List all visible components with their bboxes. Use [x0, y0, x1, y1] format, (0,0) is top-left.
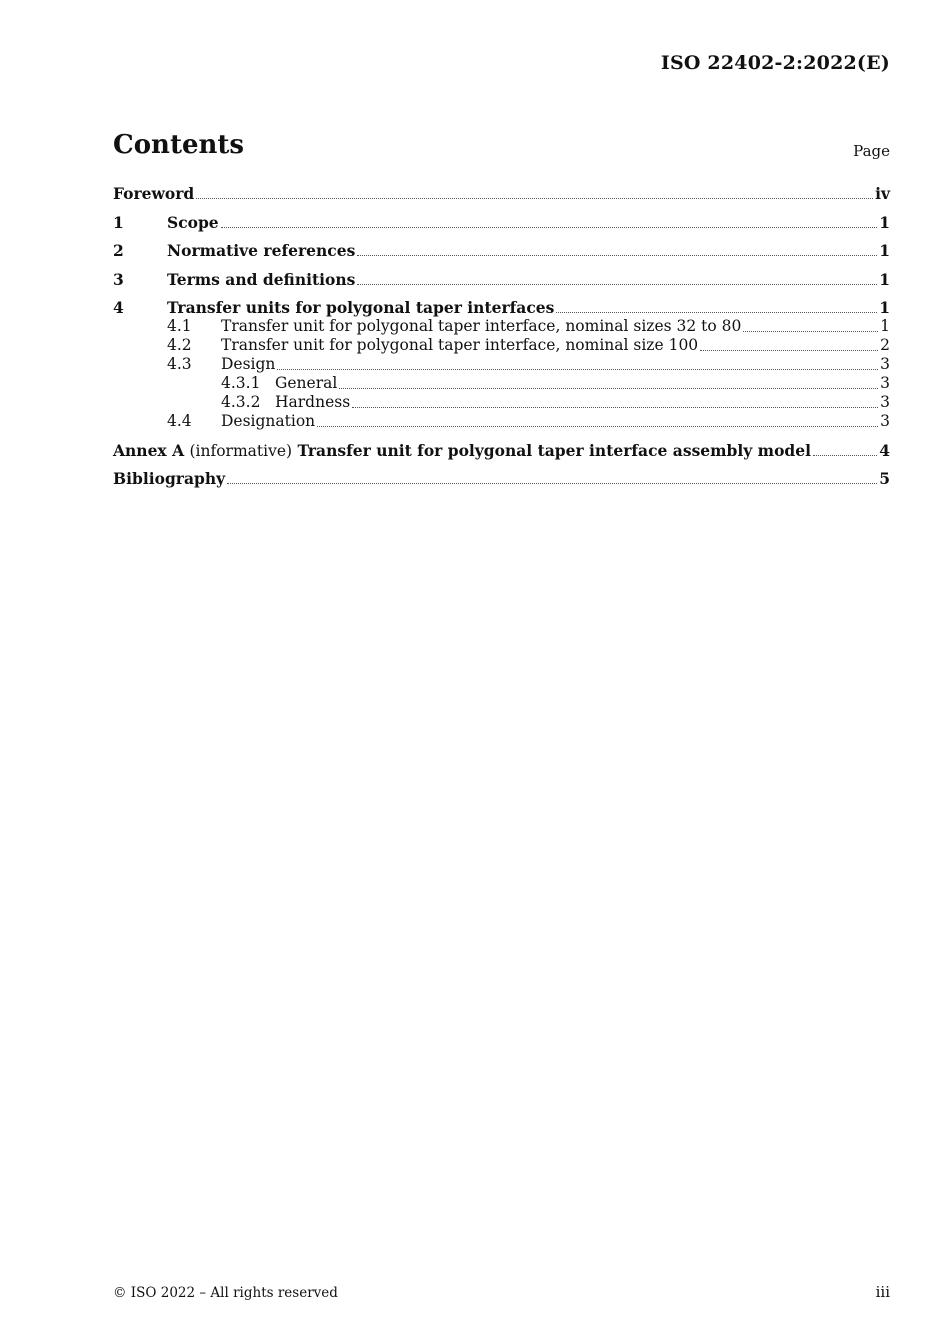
annex-title: Transfer unit for polygonal taper interface assembly model — [297, 440, 812, 460]
toc-entry-title: Design — [221, 355, 276, 373]
toc-entry-number: 1 — [113, 212, 124, 232]
toc-entry-title: Hardness — [275, 393, 351, 411]
toc-entry-4-4[interactable] — [113, 412, 890, 431]
dot-leader — [357, 254, 877, 256]
toc-entry-number: 4.3.2 — [221, 393, 261, 411]
toc-entry-title: Scope — [167, 212, 219, 232]
dot-leader — [196, 197, 873, 199]
dot-leader — [227, 482, 877, 484]
toc-entry-page: 3 — [880, 374, 890, 392]
toc-entry-number: 4 — [113, 298, 124, 317]
toc-entry-title — [113, 441, 811, 461]
toc-entry-page: 5 — [879, 469, 890, 488]
document-id: ISO 22402-2:2022(E) — [660, 52, 890, 74]
toc-entry-title: Designation — [221, 412, 316, 430]
annex-prefix: Annex A — [113, 440, 185, 460]
annex-informative-label: (informative) — [189, 441, 293, 460]
toc-entry-title: Transfer unit for polygonal taper interface, nominal sizes 32 to 80 — [221, 317, 742, 335]
toc-entry-number: 3 — [113, 269, 124, 289]
toc-entry-page: 1 — [880, 317, 890, 335]
toc-entry-page: 2 — [880, 336, 890, 354]
toc-entry-number: 4.3.1 — [221, 374, 261, 392]
dot-leader — [339, 387, 878, 389]
toc-entry-title: Transfer units for polygonal taper interfaces — [167, 298, 555, 317]
toc-entry-page: 3 — [880, 412, 890, 430]
toc-entry-scope[interactable] — [113, 213, 890, 232]
dot-leader — [813, 454, 877, 456]
table-of-contents — [113, 184, 890, 488]
toc-entry-4-3[interactable] — [113, 355, 890, 374]
toc-entry-number: 2 — [113, 241, 124, 260]
page-column-label: Page — [853, 142, 890, 160]
dot-leader — [317, 425, 878, 427]
page-number: iii — [875, 1283, 890, 1301]
toc-entry-page: 3 — [880, 393, 890, 411]
toc-entry-number: 4.2 — [167, 336, 192, 354]
dot-leader — [556, 311, 877, 313]
toc-entry-number: 4.4 — [167, 412, 192, 430]
dot-leader — [277, 368, 878, 370]
toc-entry-title: Transfer unit for polygonal taper interface, nominal size 100 — [221, 336, 699, 354]
toc-entry-terms-and-definitions[interactable] — [113, 270, 890, 289]
toc-entry-title: General — [275, 374, 338, 392]
toc-entry-foreword[interactable] — [113, 184, 890, 203]
toc-entry-page: 1 — [879, 241, 890, 260]
toc-entry-4-2[interactable] — [113, 336, 890, 355]
toc-entry-title: Normative references — [167, 241, 356, 260]
toc-entry-4-3-1[interactable] — [113, 374, 890, 393]
toc-entry-page: iv — [875, 184, 890, 203]
toc-entry-title: Bibliography — [113, 469, 226, 488]
toc-entry-title: Terms and definitions — [167, 269, 356, 289]
toc-entry-title: Foreword — [113, 184, 195, 203]
toc-entry-normative-references[interactable] — [113, 241, 890, 260]
toc-entry-transfer-units[interactable] — [113, 298, 890, 317]
toc-entry-page: 1 — [879, 269, 890, 289]
toc-entry-page: 3 — [880, 355, 890, 373]
toc-entry-page: 1 — [879, 298, 890, 317]
toc-entry-number: 4.3 — [167, 355, 192, 373]
dot-leader — [357, 283, 877, 285]
dot-leader — [352, 406, 878, 408]
toc-entry-4-1[interactable] — [113, 317, 890, 336]
dot-leader — [221, 226, 878, 228]
toc-entry-bibliography[interactable] — [113, 469, 890, 488]
toc-entry-page: 1 — [879, 212, 890, 232]
toc-entry-number: 4.1 — [167, 317, 192, 335]
toc-entry-4-3-2[interactable] — [113, 393, 890, 412]
toc-entry-page: 4 — [879, 440, 890, 460]
dot-leader — [700, 349, 878, 351]
toc-entry-annex-a[interactable] — [113, 441, 890, 460]
contents-heading: Contents — [113, 130, 245, 160]
copyright-notice: © ISO 2022 – All rights reserved — [113, 1285, 338, 1301]
dot-leader — [743, 330, 878, 332]
